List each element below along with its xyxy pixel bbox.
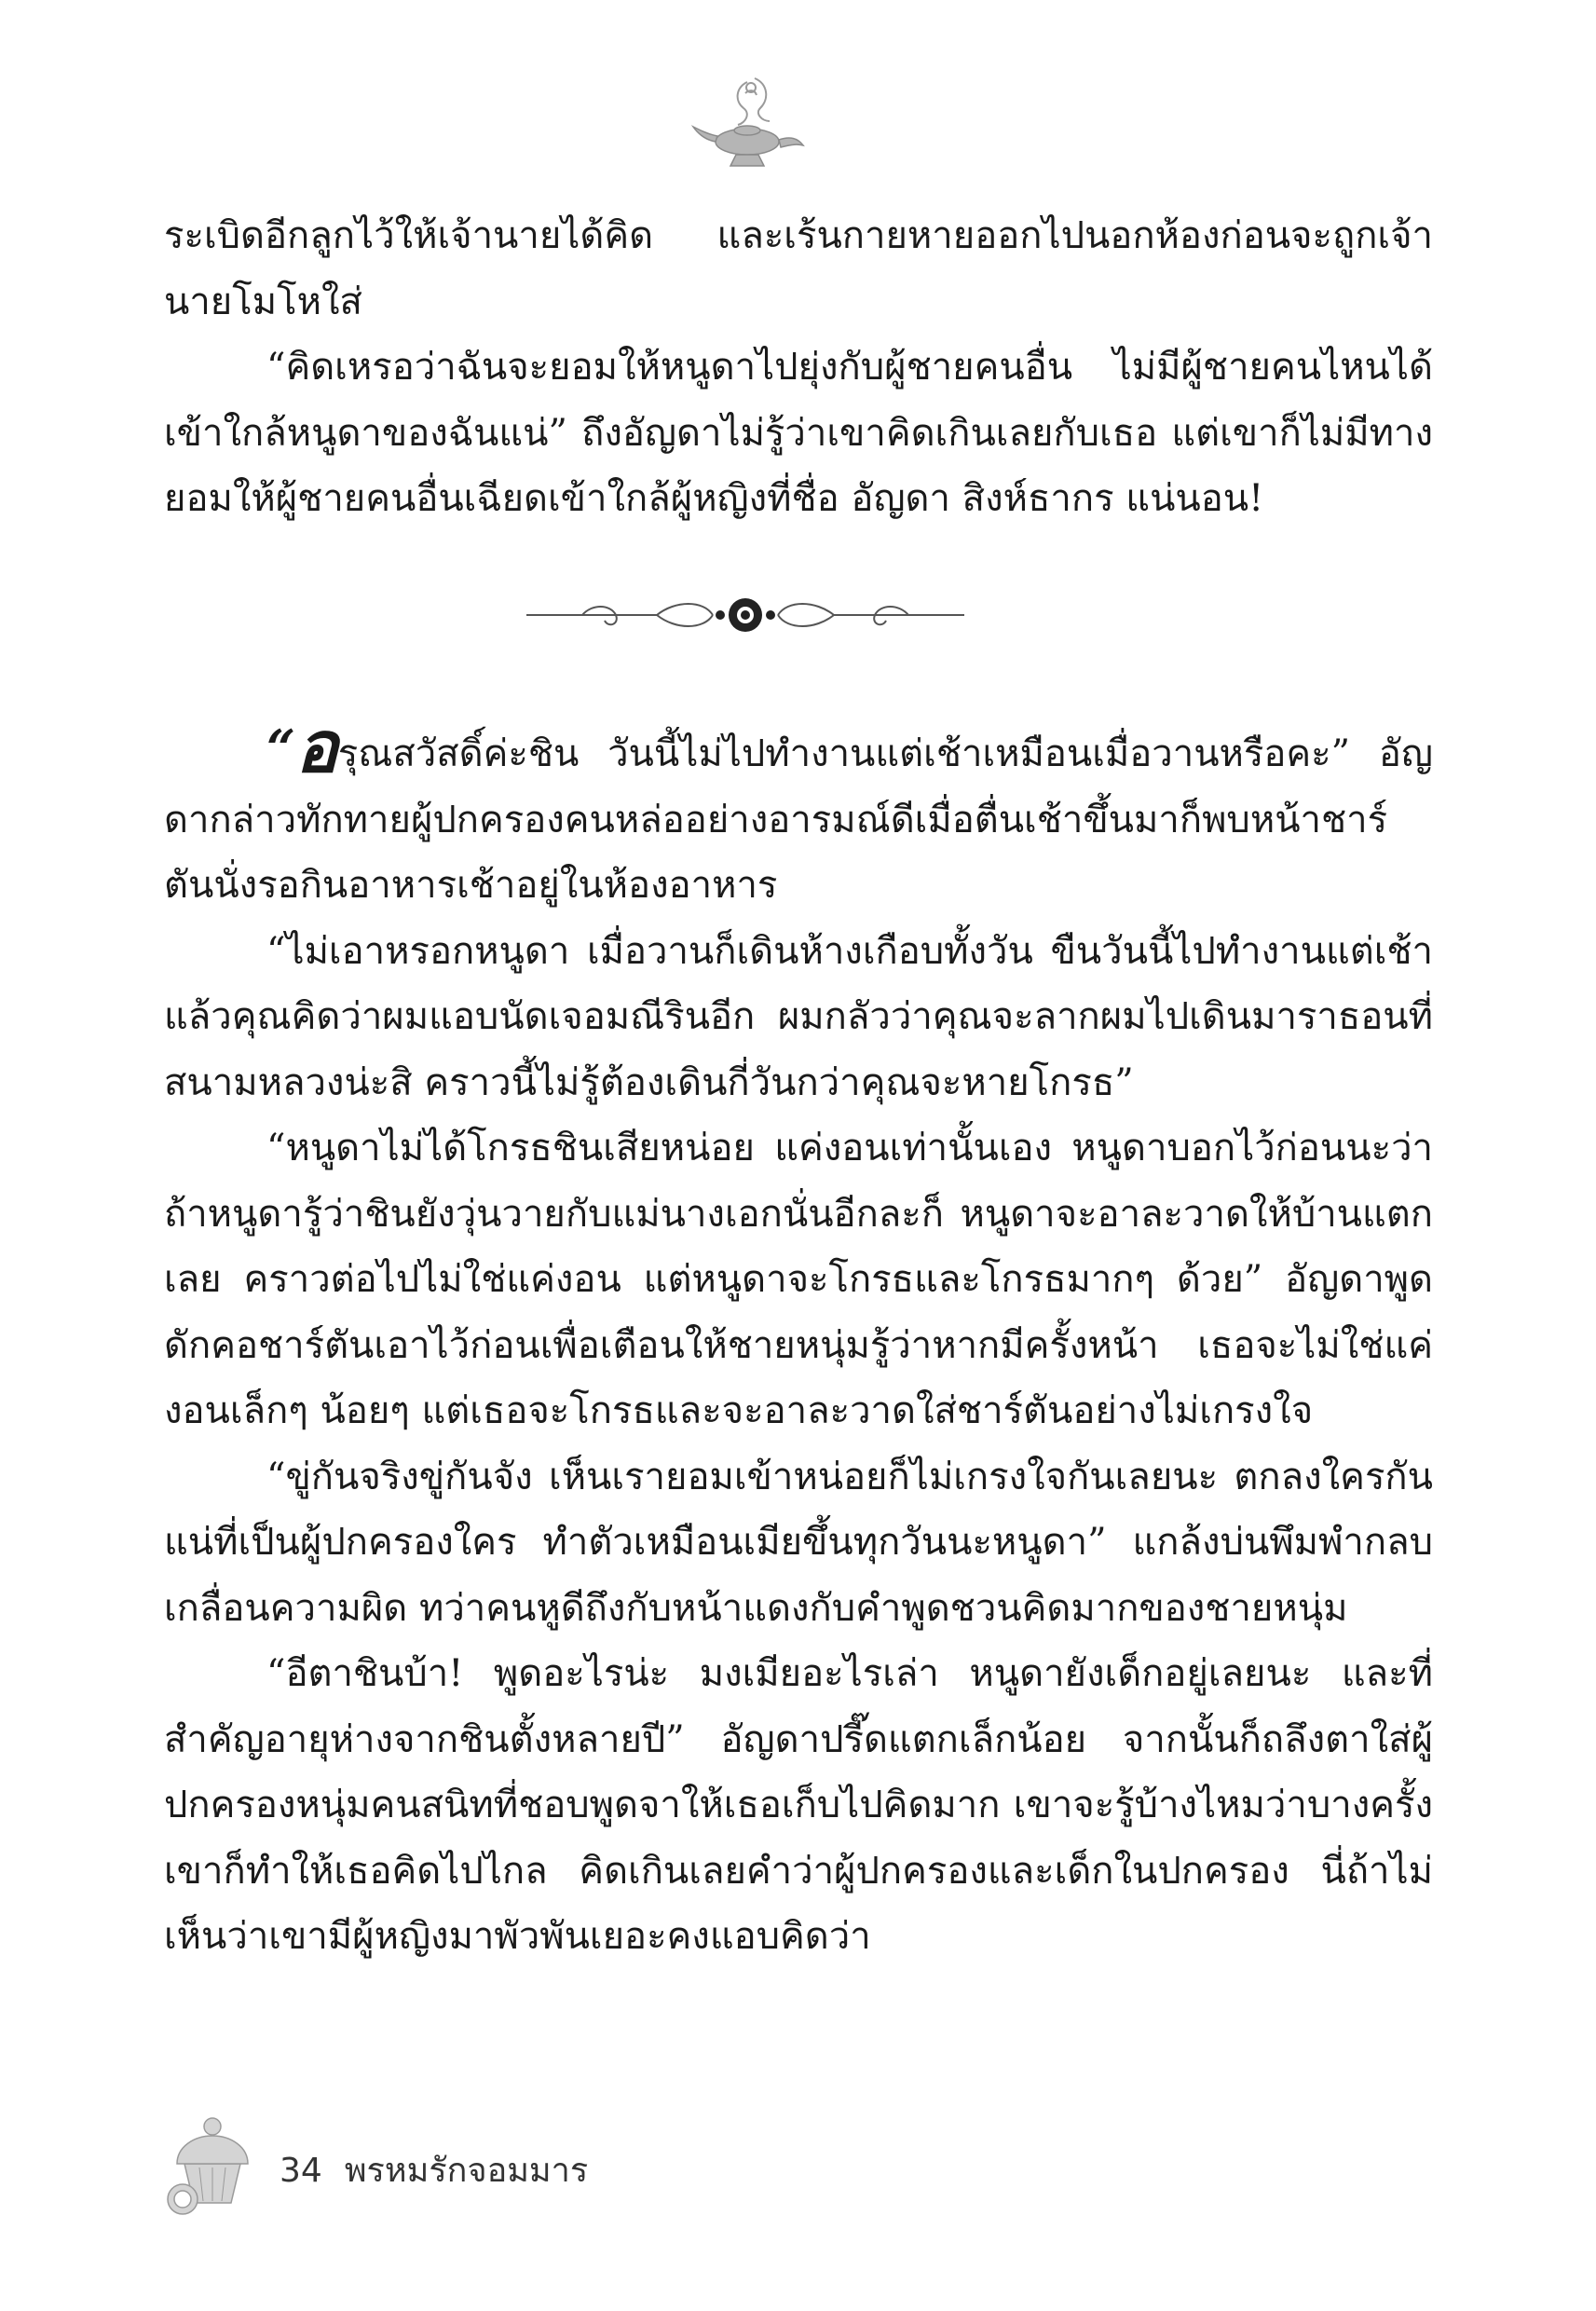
genie-lamp-icon bbox=[689, 75, 811, 172]
page-footer bbox=[280, 2143, 588, 2196]
paragraph: “คิดเหรอว่าฉันจะยอมให้หนูดาไปยุ่งกับผู้ชายคนอื่น ไม่มีผู้ชายคนไหนได้เข้าใกล้หนูดาของฉันแน่” ถึงอัญดาไม่รู้ว่าเขาคิดเกินเลยกับเธอ แต่เขาก็ไม่มีทางยอมให้ผู้ชายคนอื่นเฉียดเข้าใกล้ผู้หญิงที่ชื่อ อัญดา สิงห์ธากร แน่นอน! bbox=[164, 346, 1433, 520]
first-paragraph bbox=[164, 705, 1433, 919]
paragraph: “หนูดาไม่ได้โกรธชินเสียหน่อย แค่งอนเท่านั้นเอง หนูดาบอกไว้ก่อนนะว่าถ้าหนูดารู้ว่าชินยังวุ่นวายกับแม่นางเอกนั่นอีกละก็ หนูดาจะอาละวาดให้บ้านแตกเลย คราวต่อไปไม่ใช่แค่งอน แต่หนูดาจะโกรธและโกรธมากๆ ด้วย” อัญดาพูดดักคอชาร์ตันเอาไว้ก่อนเพื่อเตือนให้ชายหนุ่มรู้ว่าหากมีครั้งหน้า เธอจะไม่ใช่แค่งอนเล็กๆ น้อยๆ แต่เธอจะโกรธและจะอาละวาดใส่ชาร์ตันอย่างไม่เกรงใจ bbox=[164, 1127, 1433, 1432]
paragraph: “ไม่เอาหรอกหนูดา เมื่อวานก็เดินห้างเกือบทั้งวัน ขืนวันนี้ไปทำงานแต่เช้าแล้วคุณคิดว่าผมแอบนัดเจอมณีรินอีก ผมกลัวว่าคุณจะลากผมไปเดินมาราธอนที่สนามหลวงน่ะสิ คราวนี้ไม่รู้ต้องเดินกี่วันกว่าคุณจะหายโกรธ” bbox=[164, 929, 1433, 1104]
paragraph: “อีตาชินบ้า! พูดอะไรน่ะ มงเมียอะไรเล่า หนูดายังเด็กอยู่เลยนะ และที่สำคัญอายุห่างจากชินตั้งหลายปี” อัญดาปรี๊ดแตกเล็กน้อย จากนั้นก็ถลึงตาใส่ผู้ปกครองหนุ่มคนสนิทที่ชอบพูดจาให้เธอเก็บไปคิดมาก เขาจะรู้บ้างไหมว่าบางครั้งเขาก็ทำให้เธอคิดไปไกล คิดเกินเลยคำว่าผู้ปกครองและเด็กในปกครอง นี่ถ้าไม่เห็นว่าเขามีผู้หญิงมาพัวพันเยอะคงแอบคิดว่า bbox=[164, 1652, 1433, 1958]
cupcake-icon bbox=[157, 2099, 268, 2220]
first-paragraph-text: รุณสวัสดิ์ค่ะชิน วันนี้ไม่ไปทำงานแต่เช้าเหมือนเมื่อวานหรือคะ” อัญดากล่าวทักทายผู้ปกครองคนหล่ออย่างอารมณ์ดีเมื่อตื่นเช้าขึ้นมาก็พบหน้าชาร์ตันนั่งรอกินอาหารเช้าอยู่ในห้องอาหาร bbox=[164, 732, 1433, 907]
page-number: 34 bbox=[280, 2152, 322, 2190]
opening-quote: “ bbox=[266, 718, 296, 778]
text-block-after-break bbox=[164, 705, 1433, 1970]
paragraph: “ขู่กันจริงขู่กันจัง เห็นเรายอมเข้าหน่อยก็ไม่เกรงใจกันเลยนะ ตกลงใครกันแน่ที่เป็นผู้ปกครองใคร ทำตัวเหมือนเมียขึ้นทุกวันนะหนูดา” แกล้งบ่นพึมพำกลบเกลื่อนความผิด ทว่าคนหูดีถึงกับหน้าแดงกับคำพูดชวนคิดมากของชายหนุ่ม bbox=[164, 1455, 1433, 1630]
flourish-divider-icon bbox=[526, 587, 964, 643]
text-block-before-break bbox=[164, 203, 1433, 532]
drop-cap: อ bbox=[295, 705, 338, 788]
book-title: พรหมรักจอมมาร bbox=[344, 2152, 589, 2190]
paragraph: ระเบิดอีกลูกไว้ให้เจ้านายได้คิด และเร้นกายหายออกไปนอกห้องก่อนจะถูกเจ้านายโมโหใส่ bbox=[164, 214, 1433, 323]
